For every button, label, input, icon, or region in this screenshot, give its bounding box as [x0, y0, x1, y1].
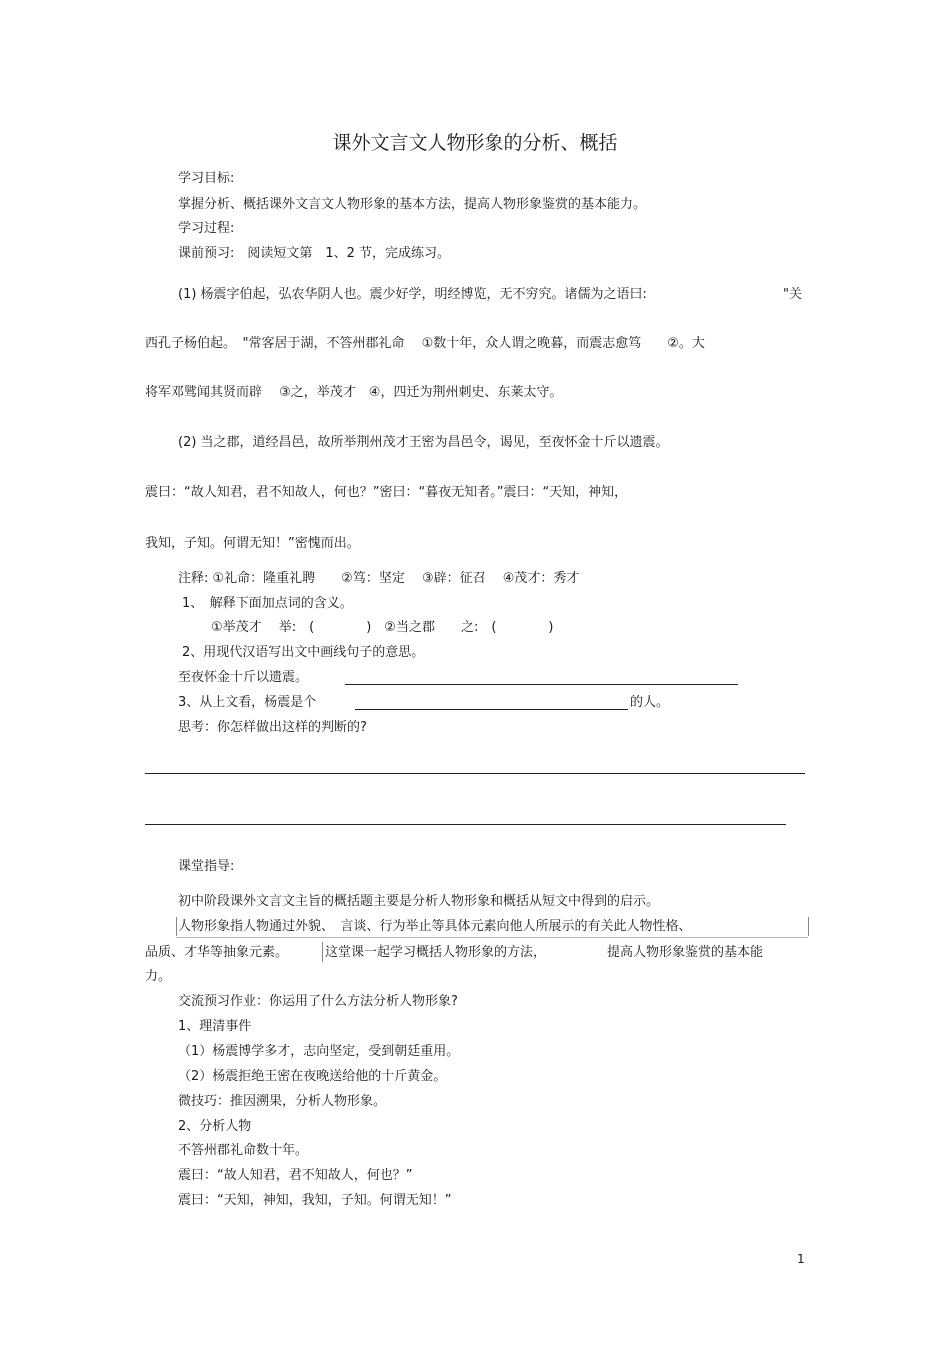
question-1-items: ①举茂才 举: ( ) ②当之郡 之: ( ): [211, 620, 554, 635]
question-3-suffix: 的人。: [630, 695, 670, 710]
answer-line-q2: [345, 684, 738, 685]
section-1-item-1: （1）杨震博学多才，志向坚定，受到朝廷重用。: [178, 1044, 460, 1059]
section-2-line-1: 不答州郡礼命数十年。: [178, 1143, 309, 1158]
para1-line1: (1) 杨震字伯起，弘农华阴人也。震少好学，明经博览，无不穷究。诸儒为之语曰:: [178, 287, 647, 302]
para2-line2: 震曰：“故人知君，君不知故人，何也？”密曰：“暮夜无知者。”震曰：“天知，神知，: [145, 485, 628, 500]
para1-line2: 西孔子杨伯起。 "常客居于湖，不答州郡礼命 ①数十年，众人谓之晚暮，而震志愈笃 ②。大: [145, 336, 705, 351]
para1-line3: 将军邓骘闻其贤而辟 ③之，举茂才 ④，四迁为荆州刺史、东莱太守。: [145, 385, 563, 400]
guide-label: 课堂指导:: [178, 859, 235, 874]
think-prompt: 思考：你怎样做出这样的判断的?: [178, 720, 367, 735]
guide-paragraph-2-line2a: 品质、才华等抽象元素。: [145, 945, 289, 960]
page-title: 课外文言文人物形象的分析、概括: [332, 132, 618, 154]
preview-text: 课前预习: 阅读短文第 1、2 节，完成练习。: [178, 246, 451, 261]
frame-bottom: [176, 937, 808, 938]
page-number: 1: [797, 1252, 805, 1266]
notes: 注释: ①礼命：隆重礼聘 ②笃：坚定 ③辟：征召 ④茂才：秀才: [178, 571, 580, 586]
para1-line1-end: "关: [783, 287, 802, 302]
frame-left-2: [322, 942, 323, 962]
guide-paragraph-2-line3: 力。: [145, 969, 172, 984]
frame-left: [176, 917, 177, 936]
guide-paragraph-2-line2b: 这堂课一起学习概括人物形象的方法，: [325, 945, 547, 960]
exchange-prompt: 交流预习作业：你运用了什么方法分析人物形象?: [178, 994, 458, 1009]
frame-right: [808, 917, 809, 936]
answer-line-1: [145, 773, 805, 774]
question-2-sentence: 至夜怀金十斤以遗震。: [178, 670, 309, 685]
section-2-line-2: 震曰：“故人知君，君不知故人，何也？”: [178, 1168, 413, 1183]
section-2-title: 2、分析人物: [178, 1119, 252, 1134]
section-1-item-2: （2）杨震拒绝王密在夜晚送给他的十斤黄金。: [178, 1069, 447, 1084]
process-label: 学习过程:: [178, 221, 235, 236]
question-1: 1、 解释下面加点词的含义。: [182, 596, 353, 611]
guide-paragraph-1: 初中阶段课外文言文主旨的概括题主要是分析人物形象和概括从短文中得到的启示。: [178, 894, 660, 909]
goal-text: 掌握分析、概括课外文言文人物形象的基本方法，提高人物形象鉴赏的基本能力。: [178, 197, 647, 212]
para2-line3: 我知，子知。何谓无知！”密愧而出。: [145, 536, 360, 551]
question-2: 2、用现代汉语写出文中画线句子的意思。: [182, 645, 425, 660]
guide-paragraph-2-line1: 人物形象指人物通过外貌、 言谈、行为举止等具体元素向他人所展示的有关此人物性格、: [178, 919, 692, 934]
section-2-line-3: 震曰：“天知，神知，我知，子知。何谓无知！”: [178, 1193, 452, 1208]
para2-line1: (2) 当之郡，道经昌邑，故所举荆州茂才王密为昌邑令，谒见，至夜怀金十斤以遗震。: [178, 435, 669, 450]
goal-label: 学习目标:: [178, 171, 235, 186]
section-1-title: 1、理清事件: [178, 1019, 252, 1034]
guide-paragraph-2-line2c: 提高人物形象鉴赏的基本能: [607, 945, 764, 960]
tip: 微技巧：推因溯果，分析人物形象。: [178, 1094, 387, 1109]
question-3-prefix: 3、从上文看，杨震是个: [178, 695, 317, 710]
answer-line-q3: [355, 709, 628, 710]
answer-line-2: [145, 824, 786, 825]
